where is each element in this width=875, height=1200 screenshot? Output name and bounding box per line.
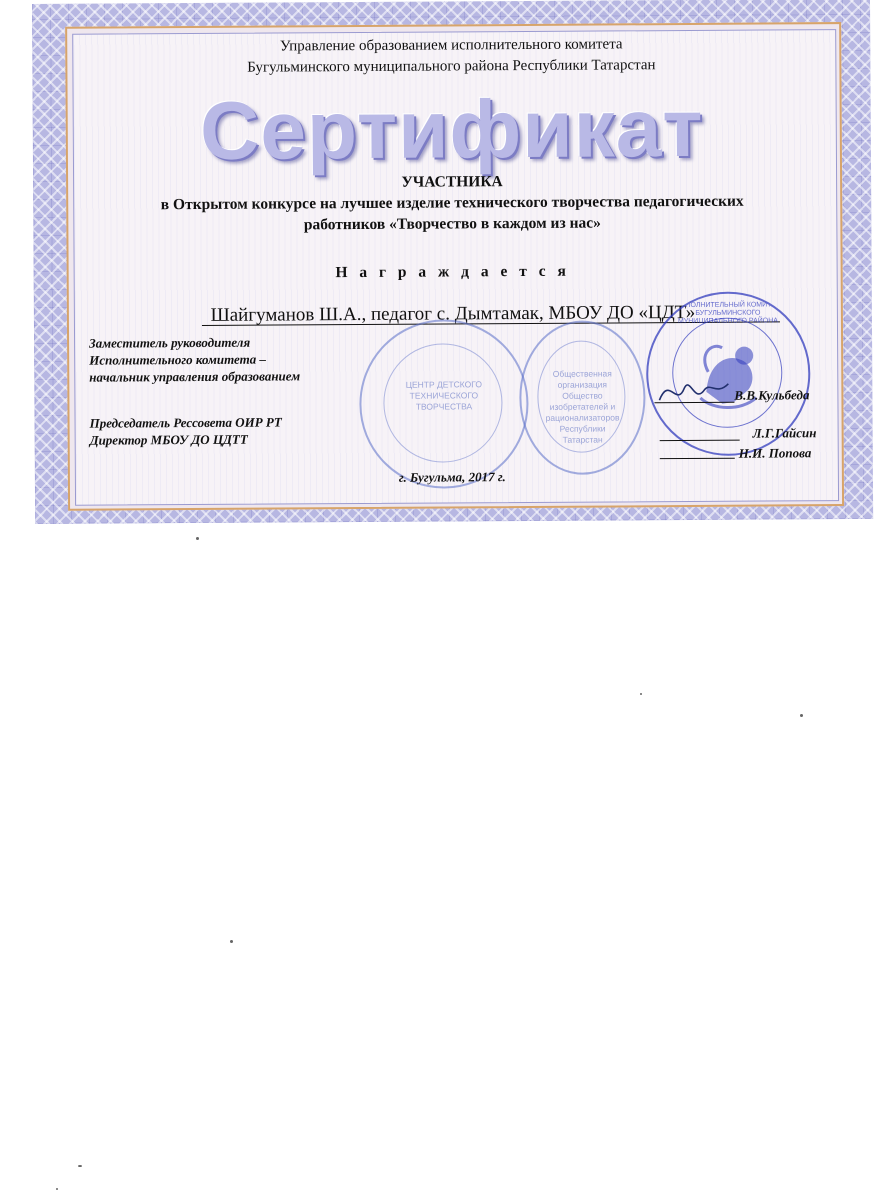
signatory-title-1: Заместитель руководителя (89, 334, 251, 351)
signatory-name-2: Л.Г.Гайсин (752, 425, 817, 441)
certificate (32, 0, 873, 524)
signatory-title-2: Исполнительного комитета – (89, 351, 267, 368)
signatory-title-3: начальник управления образованием (89, 368, 301, 385)
signatory-name-3: Н.И. Попова (738, 445, 812, 461)
certificate-title: Сертификат (199, 82, 704, 177)
scan-speck (640, 693, 642, 695)
stamp-inventors-society (519, 320, 646, 475)
recipient-name: Шайгуманов Ш.А., педагог с. Дымтамак, МБОУ ДО «ЦДТ» (210, 301, 696, 326)
stamp-center-children-technical (359, 319, 529, 489)
scan-speck (78, 1165, 82, 1167)
signatory-title-4: Председатель Рессовета ОИР РТ (89, 414, 282, 431)
participant-subtitle: УЧАСТНИКА (401, 173, 503, 191)
handwritten-signature-icon (654, 370, 734, 410)
scan-speck (230, 940, 233, 943)
contest-line-2: работников «Творчество в каждом из нас» (303, 214, 601, 234)
header-line-2: Бугульминского муниципального района Республики Татарстан (247, 57, 656, 76)
scan-speck (56, 1188, 58, 1190)
stamp-1-text: ЦЕНТР ДЕТСКОГО ТЕХНИЧЕСКОГО ТВОРЧЕСТВА (405, 379, 483, 412)
stamp-2-text: Общественная организация Общество изобретателей и рационализаторов Республики Татарстан (545, 368, 620, 445)
signatory-title-5: Директор МБОУ ДО ЦДТТ (89, 431, 248, 448)
awarded-label: Н а г р а ж д а е т с я (335, 262, 570, 282)
header-line-1: Управление образованием исполнительного комитета (279, 36, 623, 55)
signatory-name-1: В.В.Кульбеда (734, 387, 810, 403)
contest-line-1: в Открытом конкурсе на лучшее изделие технического творчества педагогических (160, 192, 744, 214)
scan-speck (196, 537, 199, 540)
stamp-3-text: ИСПОЛНИТЕЛЬНЫЙ КОМИТЕТ БУГУЛЬМИНСКОГО МУНИЦИПАЛЬНОГО РАЙОНА (675, 301, 781, 326)
place-date: г. Бугульма, 2017 г. (398, 469, 506, 485)
scan-speck (800, 714, 803, 717)
